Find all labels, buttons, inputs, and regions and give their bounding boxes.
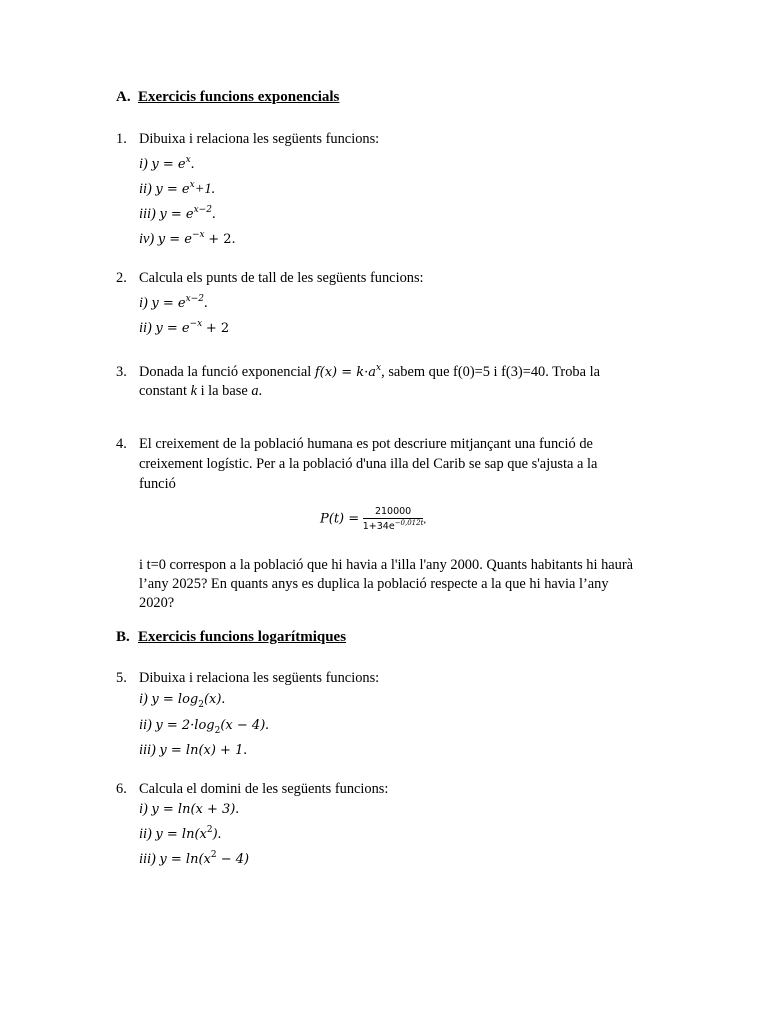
item-exponent: x−2 bbox=[185, 294, 204, 305]
exercise-4-after-1: i t=0 correspon a la població que hi havia a l'illa l'any 2000. Quants habitants hi haurà bbox=[139, 557, 634, 573]
exercise-3-function: f(x) = k·a bbox=[314, 365, 377, 380]
item-argument: (x) bbox=[203, 692, 222, 707]
exercise-2-item-1 bbox=[139, 294, 208, 313]
item-roman: iii) bbox=[139, 851, 156, 867]
section-b-letter: B. bbox=[116, 629, 130, 645]
item-tail: . bbox=[221, 691, 226, 707]
item-roman: i) bbox=[139, 295, 148, 311]
exercise-3-a: a bbox=[251, 383, 259, 399]
exercise-3-line-2 bbox=[139, 382, 262, 400]
section-a-letter: A. bbox=[116, 89, 131, 105]
formula-denominator bbox=[363, 519, 424, 534]
item-formula: y = e bbox=[155, 182, 190, 197]
exercise-3-base-label: i la base bbox=[200, 383, 248, 399]
exercise-5-item-2 bbox=[139, 716, 269, 735]
item-argument: (x − 4) bbox=[220, 718, 266, 733]
item-tail: . bbox=[217, 826, 222, 842]
exercise-4-after-3: 2020? bbox=[139, 595, 175, 611]
exercise-3-conditions: , sabem que f(0)=5 i f(3)=40. Troba la bbox=[381, 364, 600, 380]
exercise-6-item-1 bbox=[139, 800, 239, 819]
item-tail: . bbox=[265, 717, 269, 733]
exercise-5-number: 5. bbox=[116, 670, 127, 686]
denominator-base: 1+34e bbox=[362, 520, 395, 532]
exercise-3-number: 3. bbox=[116, 364, 127, 380]
formula-numerator: 210000 bbox=[363, 506, 424, 519]
section-a-heading bbox=[116, 88, 339, 106]
exercise-4-formula bbox=[320, 504, 426, 535]
exercise-1-item-3 bbox=[139, 205, 216, 224]
item-roman: i) bbox=[139, 691, 148, 707]
exercise-6-number: 6. bbox=[116, 781, 127, 797]
section-b-heading bbox=[116, 628, 346, 646]
exercise-2-text: Calcula els punts de tall de les següents funcions: bbox=[139, 270, 424, 286]
item-formula: y = ln(x bbox=[155, 827, 207, 842]
exercise-1-text: Dibuixa i relaciona les següents funcions: bbox=[139, 131, 380, 147]
item-formula: y = e bbox=[151, 157, 186, 172]
exercise-3-constant-label: constant bbox=[139, 383, 187, 399]
exercise-5-text: Dibuixa i relaciona les següents funcions: bbox=[139, 670, 380, 686]
section-b-title: Exercicis funcions logarítmiques bbox=[138, 629, 347, 645]
item-exponent: 2 bbox=[206, 825, 213, 836]
formula-fraction bbox=[362, 505, 427, 534]
section-a-title: Exercicis funcions exponencials bbox=[138, 89, 340, 105]
item-tail: + 2. bbox=[208, 232, 236, 247]
exercise-6-item-3 bbox=[139, 850, 249, 869]
item-formula: y = ln(x + 3) bbox=[151, 802, 236, 817]
item-formula: y = log bbox=[151, 692, 199, 707]
item-closing: − 4) bbox=[216, 852, 250, 867]
item-formula: y = e bbox=[151, 296, 186, 311]
item-roman: i) bbox=[139, 156, 148, 172]
item-exponent: x bbox=[185, 155, 191, 166]
item-tail: . bbox=[235, 801, 239, 817]
item-formula: y = e bbox=[159, 207, 194, 222]
item-subscript: 2 bbox=[198, 699, 204, 710]
item-roman: ii) bbox=[139, 717, 152, 733]
formula-comma: , bbox=[423, 513, 427, 526]
item-formula: y = ln(x bbox=[159, 852, 211, 867]
item-subscript: 2 bbox=[214, 725, 221, 736]
exercise-4-number: 4. bbox=[116, 436, 127, 452]
item-roman: iii) bbox=[139, 742, 156, 758]
exercise-4-after-2: l’any 2025? En quants anys es duplica la població respecte a la que hi havia l’any bbox=[139, 576, 609, 592]
exercise-4-line-3: funció bbox=[139, 476, 176, 492]
item-formula: y = ln(x) + 1 bbox=[159, 743, 244, 758]
item-roman: i) bbox=[139, 801, 148, 817]
denominator-exponent: −0,012t bbox=[394, 518, 424, 527]
item-exponent: x−2 bbox=[193, 205, 212, 216]
item-tail: + 2 bbox=[205, 321, 230, 336]
exercise-3-exponent: x bbox=[376, 363, 382, 374]
item-roman: iii) bbox=[139, 206, 156, 222]
exercise-6-text: Calcula el domini de les següents funcions: bbox=[139, 781, 389, 797]
item-closing: ) bbox=[212, 827, 218, 842]
exercise-3-line-1 bbox=[139, 363, 600, 382]
exercise-3-period: . bbox=[258, 383, 263, 399]
item-roman: ii) bbox=[139, 826, 152, 842]
exercise-1-number: 1. bbox=[116, 131, 127, 147]
exercise-4-line-2: creixement logístic. Per a la població d'una illa del Carib se sap que s'ajusta a la bbox=[139, 456, 598, 472]
exercise-4-line-1: El creixement de la població humana es pot descriure mitjançant una funció de bbox=[139, 436, 593, 452]
item-roman: iv) bbox=[139, 231, 155, 247]
item-tail: . bbox=[203, 295, 208, 311]
item-tail: . bbox=[211, 206, 216, 222]
item-formula: y = e bbox=[157, 232, 192, 247]
item-tail: . bbox=[243, 742, 247, 758]
item-exponent: −x bbox=[192, 230, 205, 241]
exercise-1-item-2 bbox=[139, 180, 215, 199]
item-formula: y = e bbox=[155, 321, 190, 336]
exercise-2-item-2 bbox=[139, 319, 229, 338]
item-exponent: x bbox=[189, 180, 195, 191]
item-formula: y = 2·log bbox=[155, 718, 215, 733]
exercise-5-item-1 bbox=[139, 690, 225, 709]
item-tail: +1. bbox=[194, 181, 216, 197]
formula-lhs: P(t) = bbox=[320, 511, 360, 527]
exercise-6-item-2 bbox=[139, 825, 221, 844]
item-exponent: 2 bbox=[210, 850, 217, 861]
item-roman: ii) bbox=[139, 320, 152, 336]
exercise-3-intro: Donada la funció exponencial bbox=[139, 364, 312, 380]
exercise-1-item-1 bbox=[139, 155, 194, 174]
item-tail: . bbox=[190, 156, 195, 172]
exercise-3-k: k bbox=[190, 383, 197, 399]
exercise-5-item-3 bbox=[139, 741, 247, 760]
exercise-2-number: 2. bbox=[116, 270, 127, 286]
exercise-1-item-4 bbox=[139, 230, 236, 249]
item-exponent: −x bbox=[189, 319, 203, 330]
item-roman: ii) bbox=[139, 181, 152, 197]
